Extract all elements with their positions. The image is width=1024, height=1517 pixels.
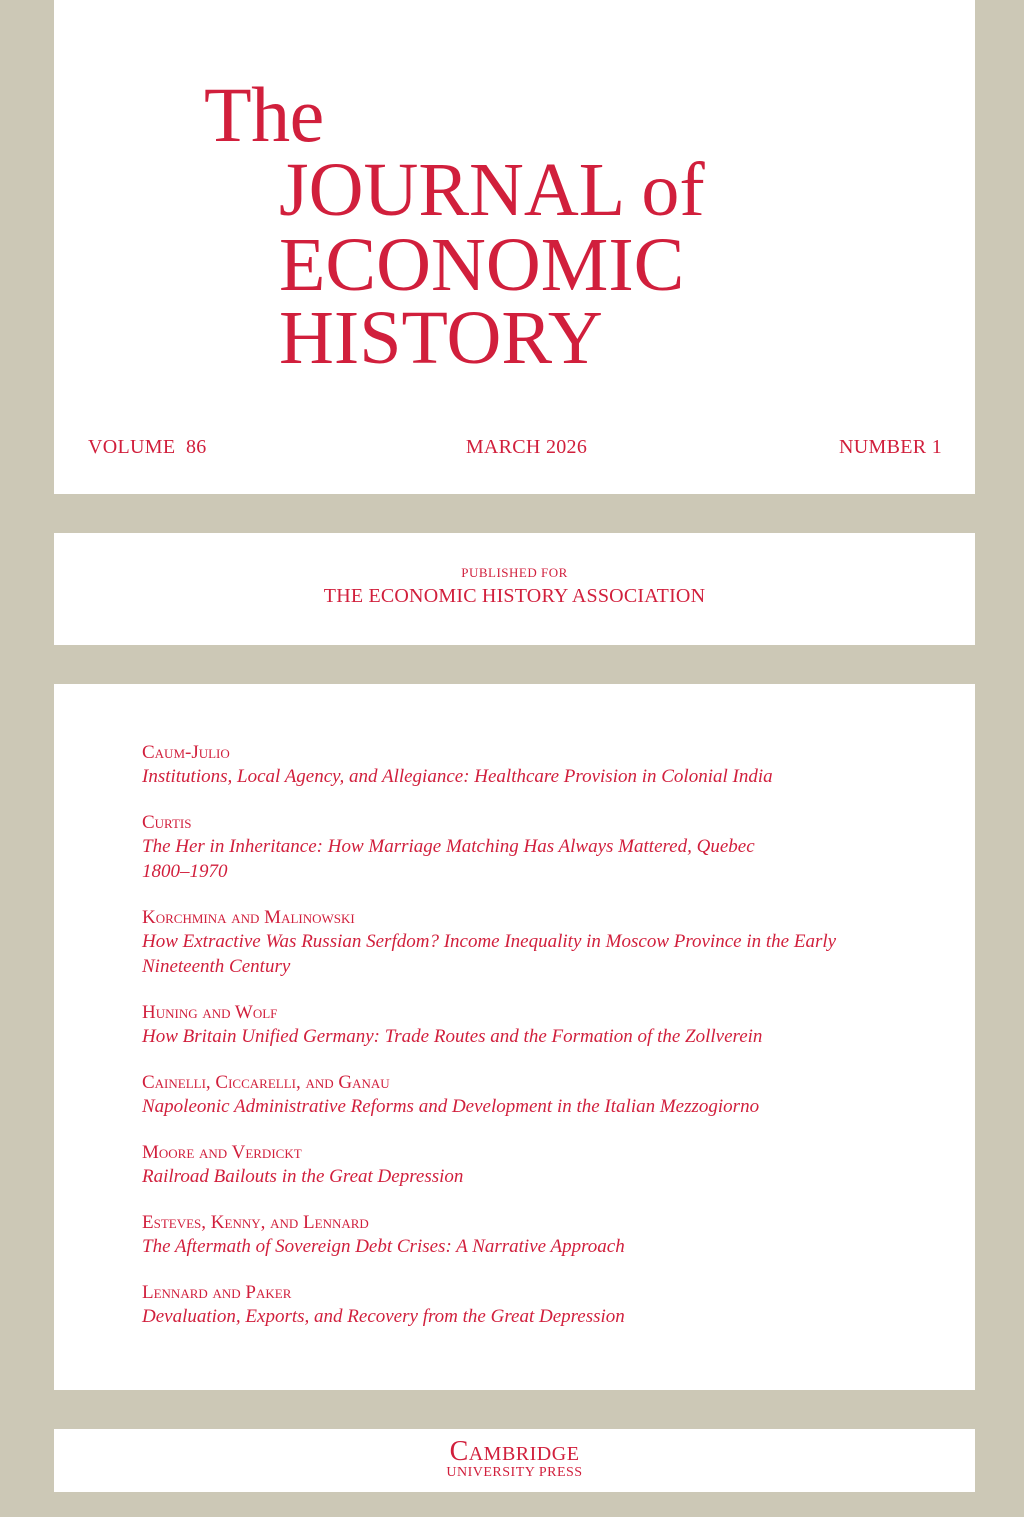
article-author: Esteves, Kenny, and Lennard [142, 1212, 369, 1233]
issue-number: NUMBER 1 [839, 436, 942, 458]
table-of-contents [142, 741, 922, 1351]
contents-entry [142, 1071, 922, 1119]
published-for-label: PUBLISHED FOR [461, 565, 568, 580]
article-title: Devaluation, Exports, and Recovery from the Great Depression [142, 1306, 625, 1327]
article-title: Institutions, Local Agency, and Allegiance: Healthcare Provision in Colonial India [142, 766, 773, 787]
article-author: Curtis [142, 812, 192, 833]
cambridge-wordmark: Cambridge [449, 1436, 580, 1467]
article-title: The Her in Inheritance: How Marriage Matching Has Always Mattered, Quebec 1800–1970 [142, 836, 755, 882]
publisher-panel [54, 533, 975, 645]
article-title: Railroad Bailouts in the Great Depression [142, 1166, 464, 1187]
article-author: Moore and Verdickt [142, 1142, 302, 1163]
article-title: How Extractive Was Russian Serfdom? Income Inequality in Moscow Province in the Early Nineteenth Century [142, 931, 837, 977]
journal-title-line-3: HISTORY [279, 296, 603, 380]
title-panel [54, 0, 975, 494]
article-title: The Aftermath of Sovereign Debt Crises: A Narrative Approach [142, 1236, 625, 1257]
journal-title-line-1: JOURNAL of [279, 148, 705, 232]
university-press-label: UNIVERSITY PRESS [446, 1465, 583, 1480]
contents-entry [142, 741, 922, 789]
contents-entry [142, 811, 922, 884]
contents-entry [142, 906, 922, 979]
association-name: THE ECONOMIC HISTORY ASSOCIATION [323, 585, 706, 607]
journal-title-the: The [204, 71, 324, 158]
article-author: Lennard and Paker [142, 1282, 292, 1303]
contents-entry [142, 1211, 922, 1259]
article-author: Korchmina and Malinowski [142, 907, 355, 928]
contents-entry [142, 1281, 922, 1329]
contents-entry [142, 1001, 922, 1049]
article-author: Cainelli, Ciccarelli, and Ganau [142, 1072, 390, 1093]
article-author: Caum-Julio [142, 742, 230, 763]
publisher-logo-panel [54, 1429, 975, 1492]
issue-date: MARCH 2026 [465, 436, 588, 458]
journal-title-line-2: ECONOMIC [279, 223, 685, 307]
article-title: How Britain Unified Germany: Trade Routes and the Formation of the Zollverein [142, 1026, 763, 1047]
article-author: Huning and Wolf [142, 1002, 278, 1023]
article-title: Napoleonic Administrative Reforms and Development in the Italian Mezzogiorno [142, 1096, 760, 1117]
contents-panel [54, 684, 975, 1390]
contents-entry [142, 1141, 922, 1189]
issue-volume: VOLUME 86 [88, 436, 207, 458]
